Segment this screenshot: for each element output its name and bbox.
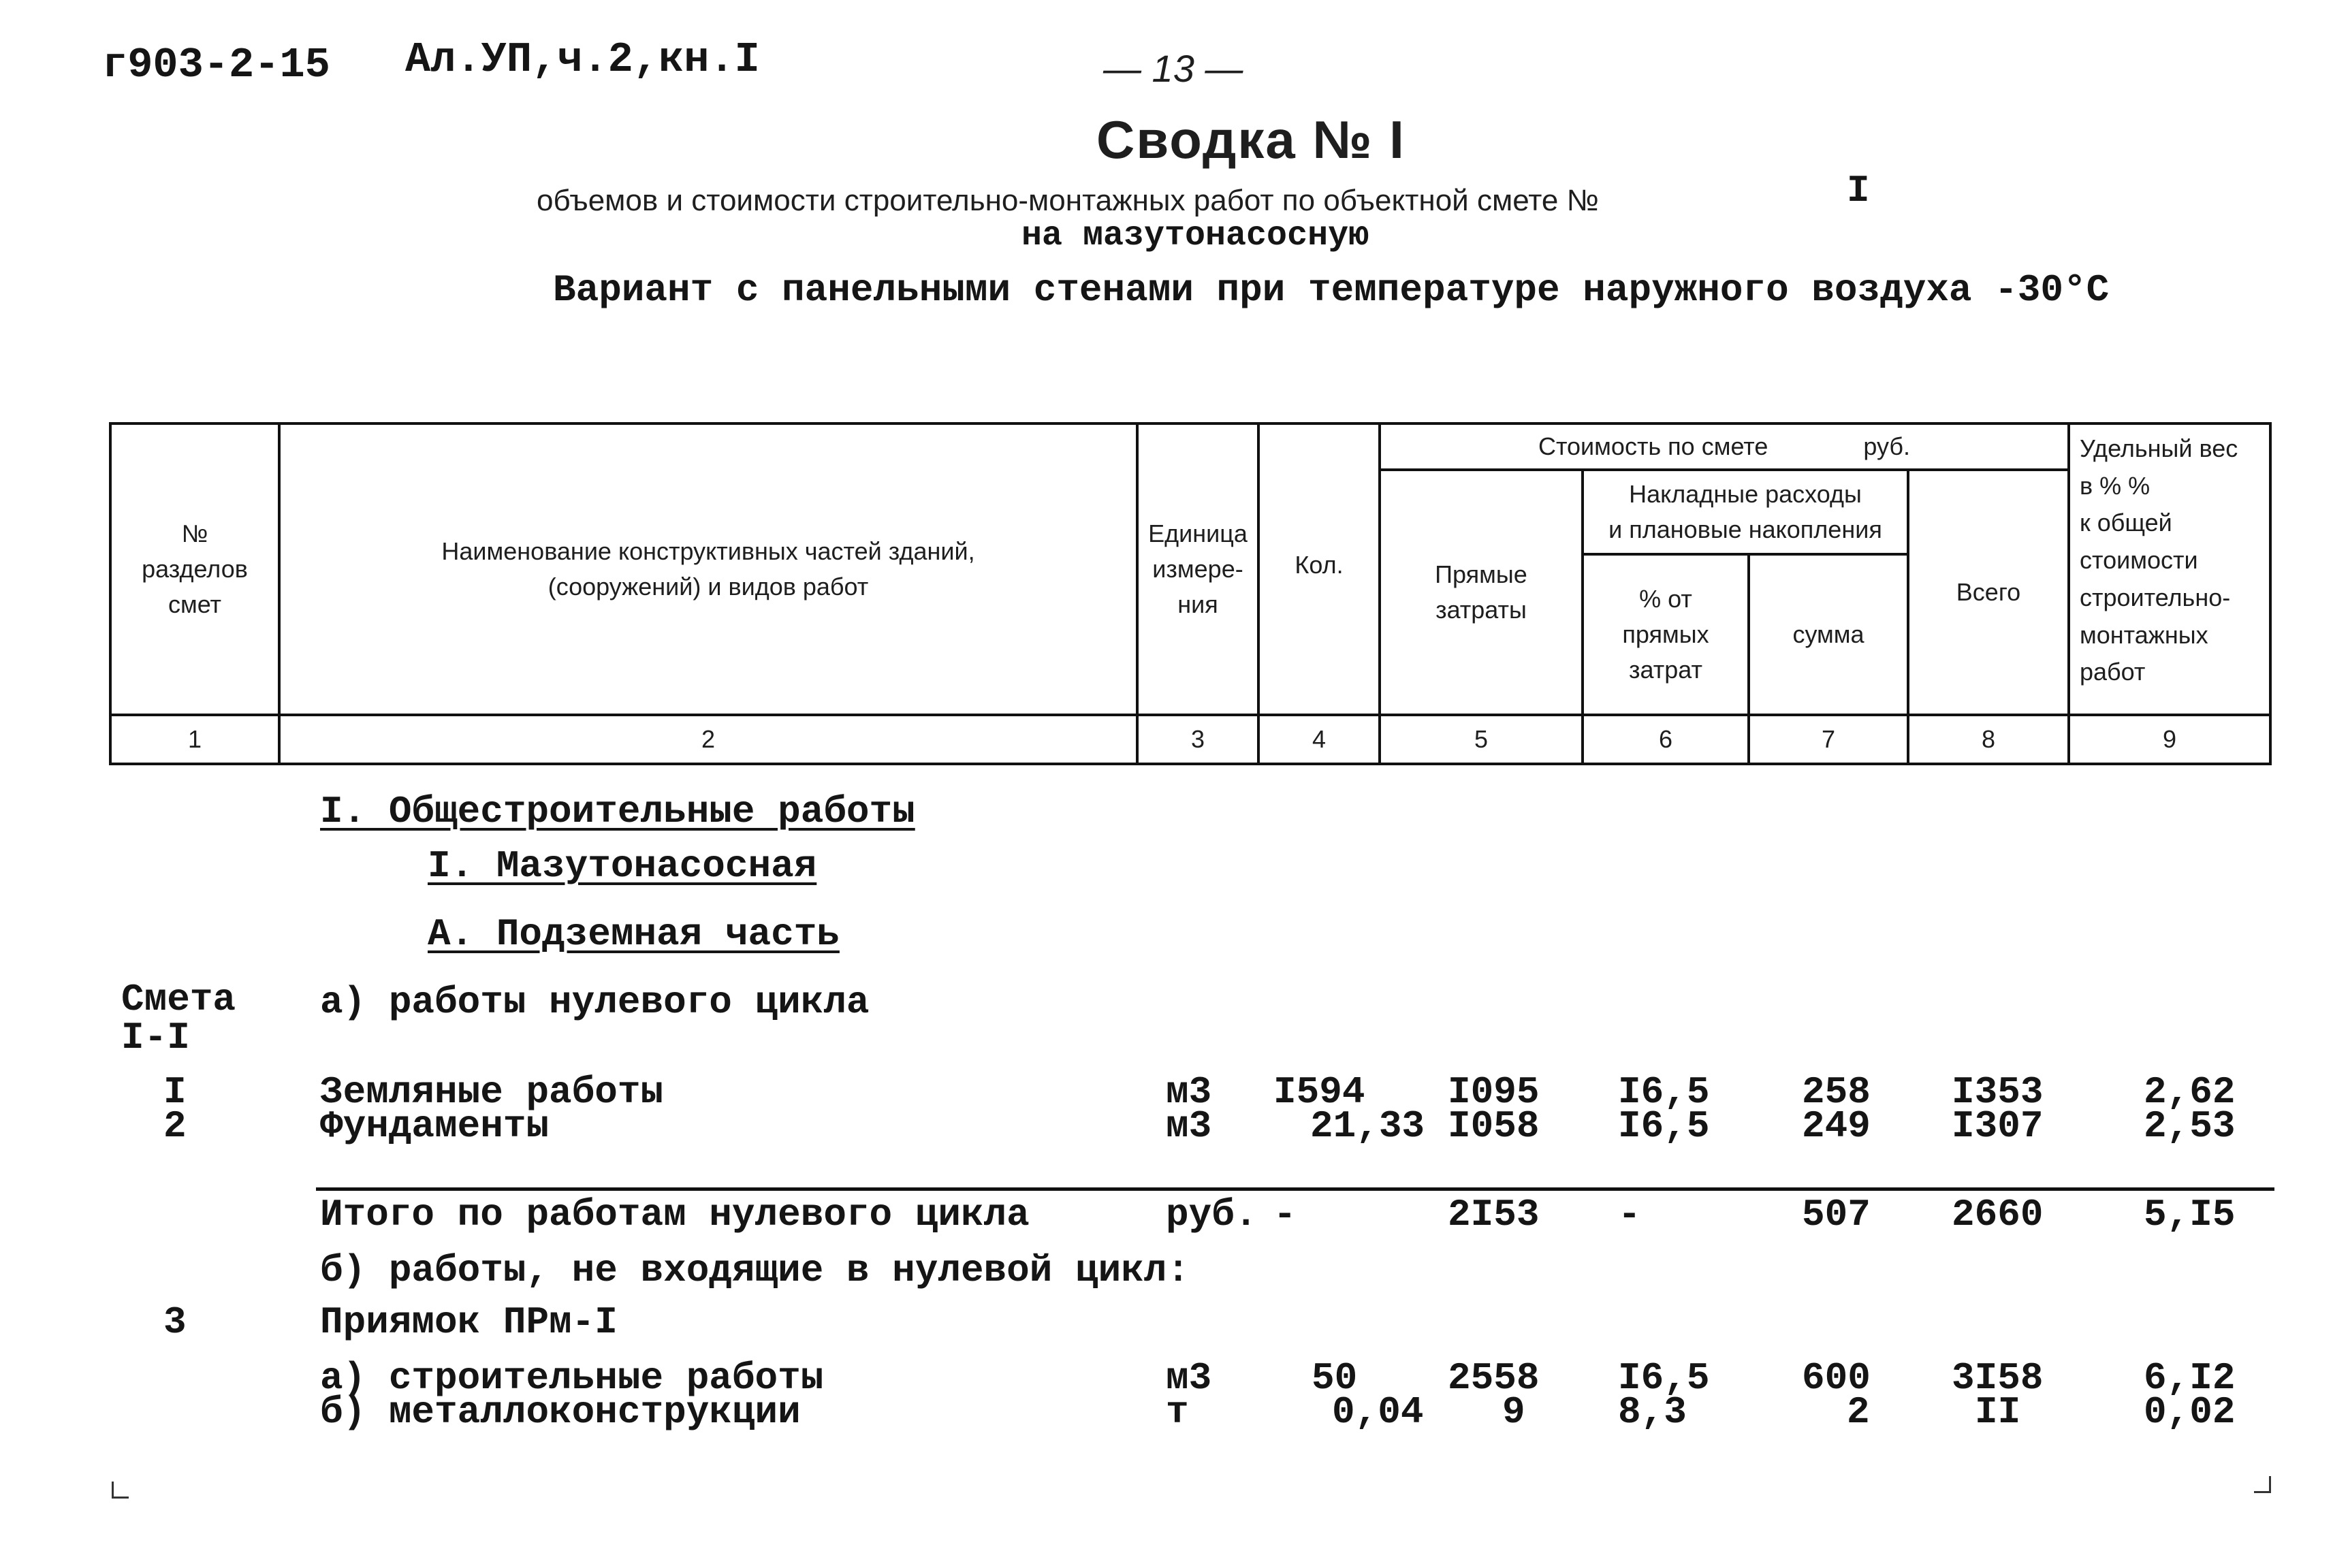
header-col-direct-costs: Прямые затраты <box>1378 468 1584 716</box>
corner-mark-left <box>112 1482 129 1499</box>
colnum-5: 5 <box>1378 714 1584 765</box>
smeta-label: Смета I-I <box>121 978 236 1059</box>
colnum-9: 9 <box>2067 714 2272 765</box>
header-col-section-number: № разделов смет <box>109 422 281 716</box>
colnum-4: 4 <box>1257 714 1381 765</box>
section-heading-2: I. Мазутонасосная <box>428 844 817 888</box>
section-heading-1: I. Общестроительные работы <box>320 790 915 833</box>
header-col-total: Всего <box>1907 468 2070 716</box>
colnum-3: 3 <box>1136 714 1260 765</box>
page-number: — 13 — <box>1103 47 1243 90</box>
item-3-number: 3 <box>163 1300 187 1344</box>
header-col-share: Удельный вес в % % к общей стоимости строительно- монтажных работ <box>2067 422 2272 716</box>
title-line-2: на мазутонасосную <box>1021 217 1369 255</box>
item-3-name: Приямок ПРм-I <box>320 1300 618 1344</box>
header-col-unit: Единица измере- ния <box>1136 422 1260 716</box>
page-title: Сводка № I <box>1096 110 1406 170</box>
colnum-1: 1 <box>109 714 281 765</box>
subtotal-divider <box>316 1187 2274 1191</box>
header-overhead-group: Накладные расходы и плановые накопления <box>1581 468 1909 556</box>
album-reference: Ал.УП,ч.2,кн.I <box>405 35 760 84</box>
subsection-b-heading: б) работы, не входящие в нулевой цикл: <box>320 1249 1190 1292</box>
section-heading-3: А. Подземная часть <box>428 912 840 956</box>
title-line-1-number: I <box>1847 169 1870 212</box>
document-code: г903-2-15 <box>102 41 330 89</box>
header-col-quantity: Кол. <box>1257 422 1381 716</box>
colnum-6: 6 <box>1581 714 1750 765</box>
header-cost-group: Стоимость по смете руб. <box>1378 422 2070 471</box>
title-line-3: Вариант с панельными стенами при температуре наружного воздуха -30°С <box>553 268 2110 312</box>
header-col-name: Наименование конструктивных частей зданий, (сооружений) и видов работ <box>278 422 1139 716</box>
title-line-1: объемов и стоимости строительно-монтажных работ по объектной смете № <box>537 184 1599 217</box>
colnum-2: 2 <box>278 714 1139 765</box>
colnum-7: 7 <box>1747 714 1909 765</box>
subsection-a-heading: а) работы нулевого цикла <box>320 980 870 1024</box>
header-col-sum: сумма <box>1747 553 1909 716</box>
header-col-percent: % от прямых затрат <box>1581 553 1750 716</box>
corner-mark-right <box>2254 1476 2271 1493</box>
colnum-8: 8 <box>1907 714 2070 765</box>
